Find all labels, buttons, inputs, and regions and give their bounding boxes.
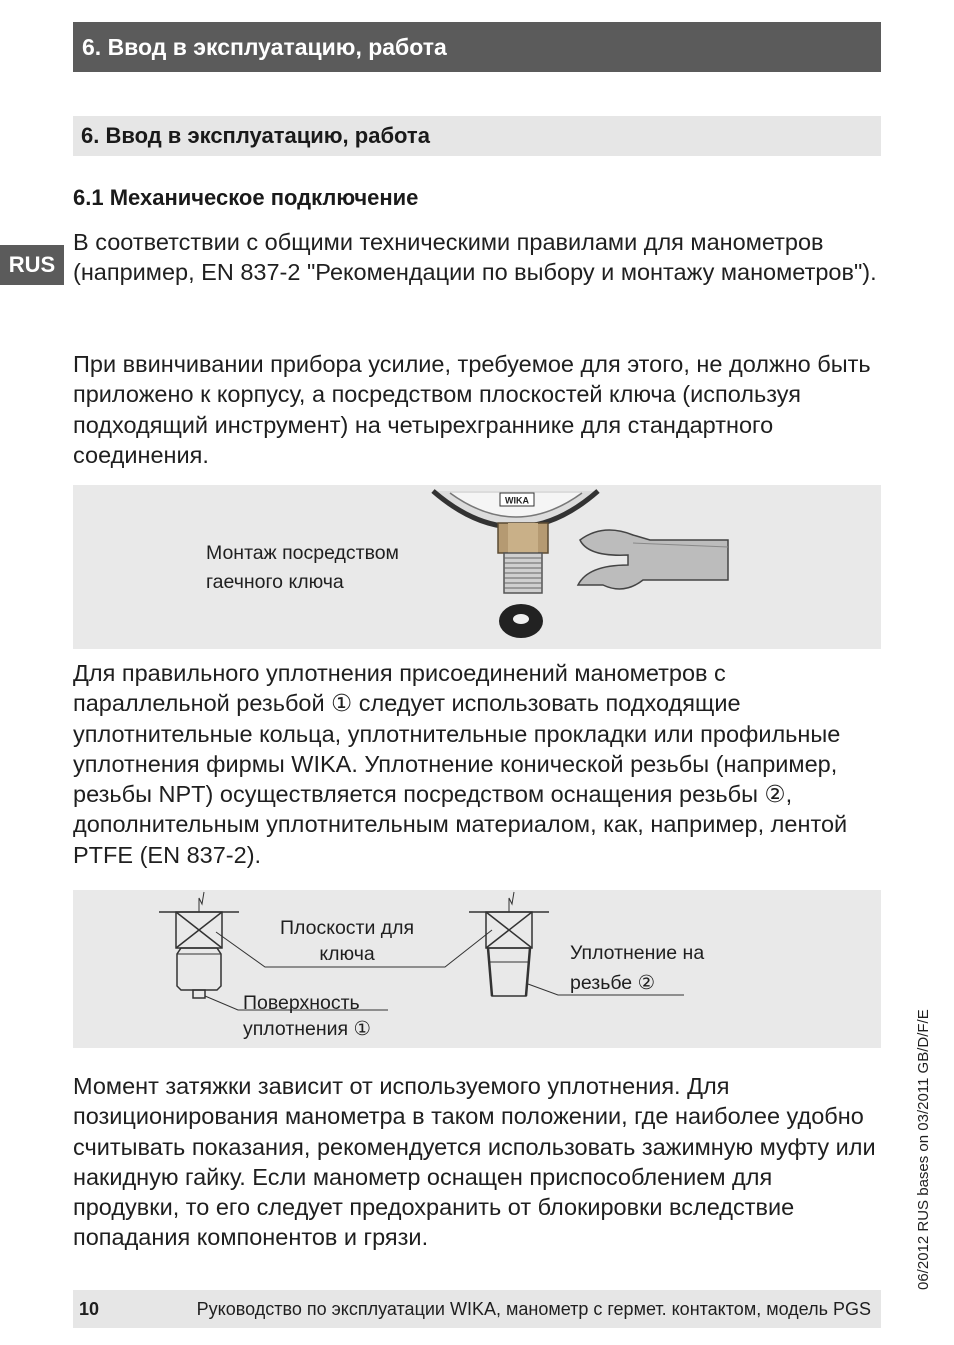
paragraph-standards: В соответствии с общими техническими правилами для манометров (например, EN 837-2 "Рекомендации по выбору и монтажу манометров"). (73, 229, 877, 286)
paragraph-sealing: Для правильного уплотнения присоединений манометров с параллельной резьбой ① следует использовать подходящие уплотнительные кольца, уплотнительные прокладки или профильные уплотнения фирмы WIKA. Уплотнение конической резьбы (например, резьбы NPT) осуществляется посредством оснащения резьбы ②, дополнительным уплотнительным материалом, как, например, лентой PTFE (EN 837-2). (73, 660, 848, 868)
paragraph-wrench-force: При ввинчивании прибора усилие, требуемое для этого, не должно быть приложено к корпусу, а посредством плоскостей ключа (используя подходящий инструмент) на четырехграннике для стандартного соединения. (73, 351, 871, 468)
subsection-title: 6.1 Механическое подключение (73, 185, 419, 210)
brand-label: WIKA (505, 495, 529, 506)
chapter-title: 6. Ввод в эксплуатацию, работа (82, 34, 447, 60)
label-surface-line-1: Поверхность (243, 992, 360, 1014)
label-sealing-surface (243, 990, 371, 1042)
label-flats-line-2: ключа (319, 943, 375, 965)
paragraph-torque: Момент затяжки зависит от используемого уплотнения. Для позиционирования манометра в таком положении, где наиболее удобно считывать показания, рекомендуется использовать зажимную муфту или накидную гайку. Если манометр оснащен приспособлением для продувки, то его следует предохранить от блокировки вследствие попадания компонентов и грязи. (73, 1073, 876, 1251)
chapter-header-bar (73, 22, 881, 72)
label-flats-line-1: Плоскости для (280, 917, 415, 939)
section-heading-bar (73, 116, 881, 156)
footer-title: Руководство по эксплуатации WIKA, манометр с гермет. контактом, модель PGS (196, 1299, 871, 1319)
figure-caption-wrench (206, 539, 399, 597)
label-thread-line-2: резьбе ② (570, 972, 656, 994)
label-wrench-flats (280, 915, 414, 967)
right-taper-thread (488, 948, 530, 996)
sealing-diagram (73, 890, 881, 1048)
gauge-wrench-illustration (428, 485, 728, 649)
label-surface-line-2: уплотнения ① (243, 1018, 371, 1040)
label-thread-line-1: Уплотнение на (570, 942, 705, 964)
page-footer (73, 1290, 881, 1328)
caption-line-2: гаечного ключа (206, 571, 344, 593)
figure-sealing-types (73, 890, 881, 1048)
label-thread-sealing (570, 938, 704, 998)
caption-line-1: Монтаж посредством (206, 542, 399, 564)
page-number: 10 (79, 1299, 100, 1319)
language-tab: RUS (0, 245, 64, 285)
wrench (578, 530, 728, 589)
section-title: 6. Ввод в эксплуатацию, работа (81, 123, 430, 148)
document-code: 06/2012 RUS bases on 03/2011 GB/D/F/E (915, 1009, 932, 1290)
figure-wrench-mounting (73, 485, 881, 649)
